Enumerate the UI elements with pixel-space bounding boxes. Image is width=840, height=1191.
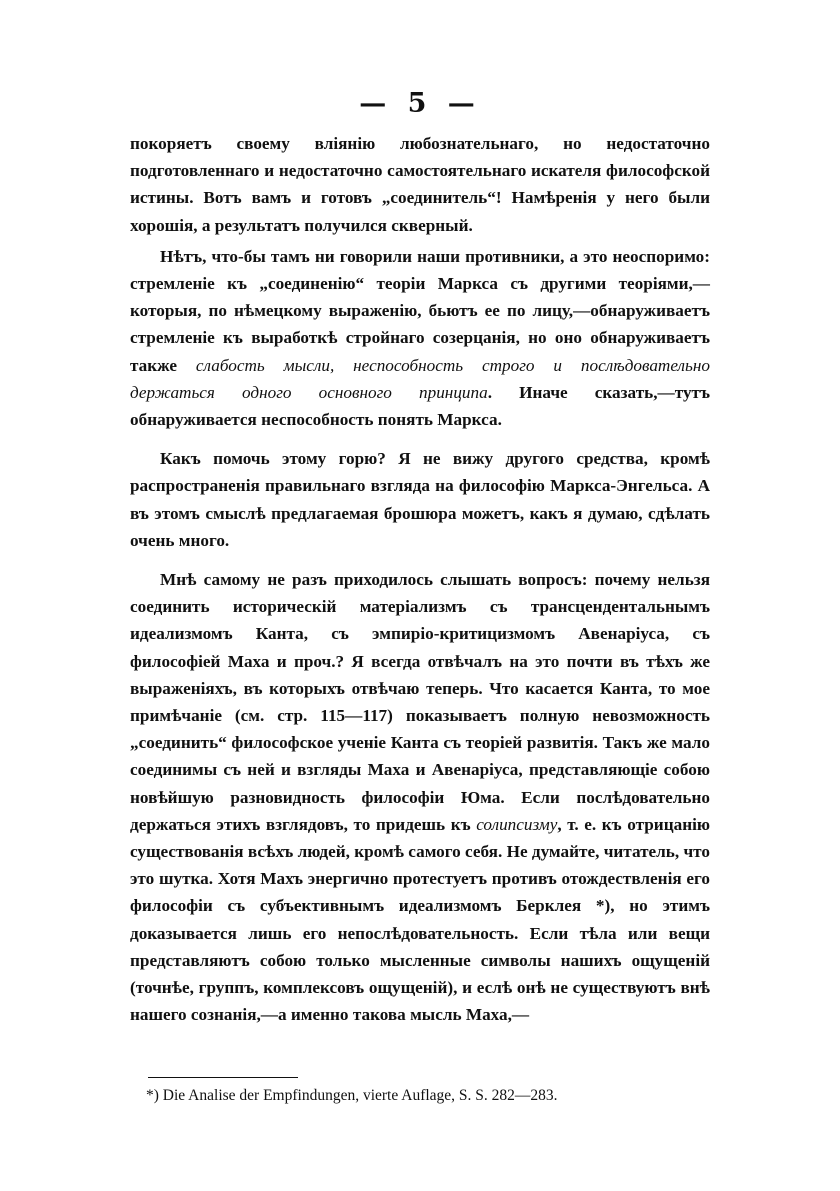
text-run: . Иначе сказать,—тутъ обнаруживается неспособность понять Маркса. [130,382,710,430]
text-run: Мнѣ самому не разъ приходилось слышать вопросъ: почему нельзя соединить историческій матеріализмъ съ трансцендентальнымъ идеализмомъ Канта, съ эмпиріо-критицизмомъ Авенаріуса, съ философіей Маха и проч.? Я всегда отвѣчалъ на это почти въ тѣхъ же выраженіяхъ, въ которыхъ отвѣчаю теперь. Что касается Канта, то мое примѣчаніе (см. стр. 115—117) показываетъ полную невозможность „соединить“ философское ученіе Канта съ теоріей развитія. Такъ же мало соединимы съ ней и взгляды Маха и Авенаріуса, представляющіе собою новѣйшую разновидность философіи Юма. Если послѣдовательно держаться этихъ взглядовъ, то придешь къ [130,570,710,834]
text-run: покоряетъ своему вліянію любознательнаго, но недостаточно подготовленнаго и недостаточно самостоятельнаго искателя философской истины. Вотъ вамъ и готовъ „соединитель“! Намѣренія у него были хорошія, а результатъ получился скверный. [130,134,710,235]
italic-text-run: слабость мысли, неспособность строго и послѣдовательно держаться одного основного принципа [130,355,710,402]
body-text [130,130,710,1029]
page-number: — 5 — [359,88,481,119]
footnote-divider [148,1077,298,1078]
paragraph [130,243,710,433]
paragraph [130,445,710,554]
text-run: Какъ помочь этому горю? Я не вижу другого средства, кромѣ распространенія правильнаго взгляда на философію Маркса-Энгельса. А въ этомъ смыслѣ предлагаемая брошюра можетъ, какъ я думаю, сдѣлать очень много. [130,449,710,550]
paragraph [130,566,710,1028]
italic-text-run: солипсизму [476,814,558,834]
paragraph [130,130,710,239]
footnote: *) Die Analise der Empfindungen, vierte Auflage, S. S. 282—283. [146,1087,558,1104]
text-run: , т. е. къ отрицанію существованія всѣхъ людей, кромѣ самого себя. Не думайте, читатель, что это шутка. Хотя Махъ энергично протестуетъ противъ отождествленія его философіи съ субъективнымъ идеализмомъ Берклея *), но этимъ доказывается лишь его непослѣдовательность. Если тѣла или вещи представляютъ собою только мысленные символы нашихъ ощущеній (точнѣе, группъ, комплексовъ ощущеній), и еслѣ онѣ не существуютъ внѣ нашего сознанія,—а именно такова мысль Маха,— [130,814,711,1025]
text-run: Нѣтъ, что-бы тамъ ни говорили наши противники, а это неоспоримо: стремленіе къ „соединенію“ теоріи Маркса съ другими теоріями,—которыя, по нѣмецкому выраженію, бьютъ ее по лицу,—обнаруживаетъ стремленіе къ выработкѣ стройнаго созерцанія, но оно обнаруживаетъ также [130,246,710,375]
